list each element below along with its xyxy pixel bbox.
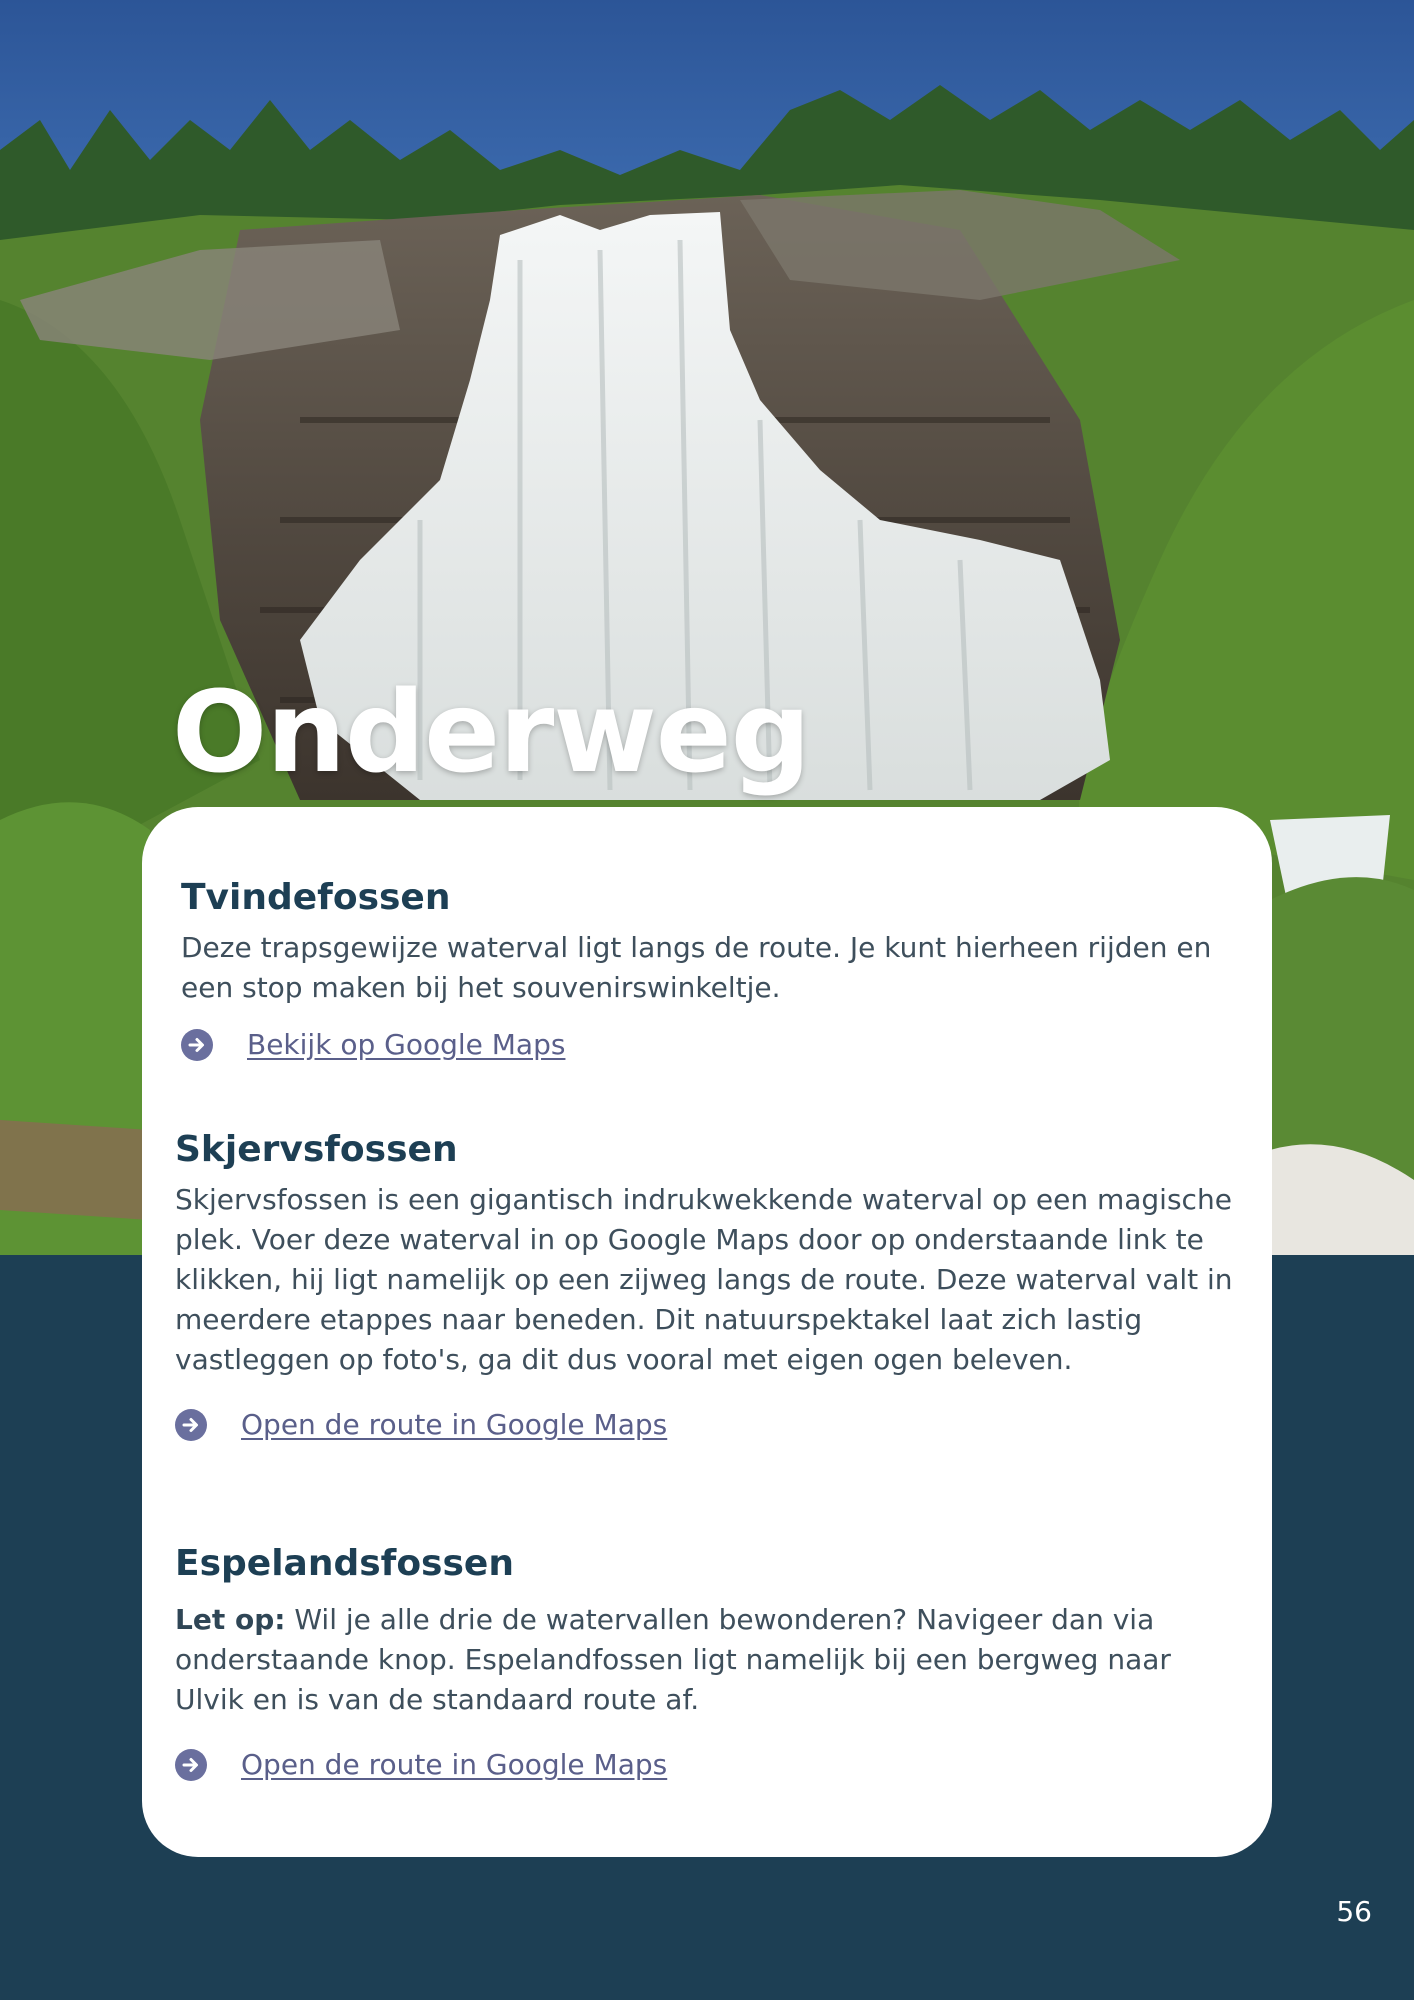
section-heading: Tvindefossen	[181, 877, 451, 918]
section-heading: Espelandsfossen	[175, 1543, 514, 1584]
note-text: Wil je alle drie de watervallen bewonderen? Navigeer dan via onderstaande knop. Espelandfossen ligt namelijk bij een bergweg naar Ulvik en is van de standaard route af.	[175, 1603, 1171, 1716]
maps-link-row[interactable]	[175, 1408, 1235, 1441]
section-tvindefossen	[181, 877, 1231, 1061]
note-label: Let op:	[175, 1603, 286, 1636]
section-heading: Skjervsfossen	[175, 1129, 458, 1170]
section-espelandsfossen	[175, 1543, 1235, 1781]
content-card	[142, 807, 1272, 1857]
maps-link-row[interactable]	[181, 1028, 1231, 1061]
arrow-circle-right-icon	[175, 1409, 207, 1441]
page-number: 56	[1336, 1895, 1372, 1928]
section-skjervsfossen	[175, 1129, 1235, 1441]
section-body	[175, 1600, 1235, 1720]
google-maps-link[interactable]: Bekijk op Google Maps	[247, 1028, 566, 1061]
google-maps-route-link[interactable]: Open de route in Google Maps	[241, 1408, 668, 1441]
section-body: Skjervsfossen is een gigantisch indrukwekkende waterval op een magische plek. Voer deze waterval in op Google Maps door op onderstaande link te klikken, hij ligt namelijk op een zijweg langs de route. Deze waterval valt in meerdere etappes naar beneden. Dit natuurspektakel laat zich lastig vastleggen op foto's, ga dit dus vooral met eigen ogen beleven.	[175, 1183, 1233, 1376]
arrow-circle-right-icon	[181, 1029, 213, 1061]
page-title: Onderweg	[172, 668, 810, 798]
arrow-circle-right-icon	[175, 1749, 207, 1781]
maps-link-row[interactable]	[175, 1748, 1235, 1781]
section-body: Deze trapsgewijze waterval ligt langs de route. Je kunt hierheen rijden en een stop maken bij het souvenirswinkeltje.	[181, 931, 1212, 1004]
google-maps-route-link[interactable]: Open de route in Google Maps	[241, 1748, 668, 1781]
